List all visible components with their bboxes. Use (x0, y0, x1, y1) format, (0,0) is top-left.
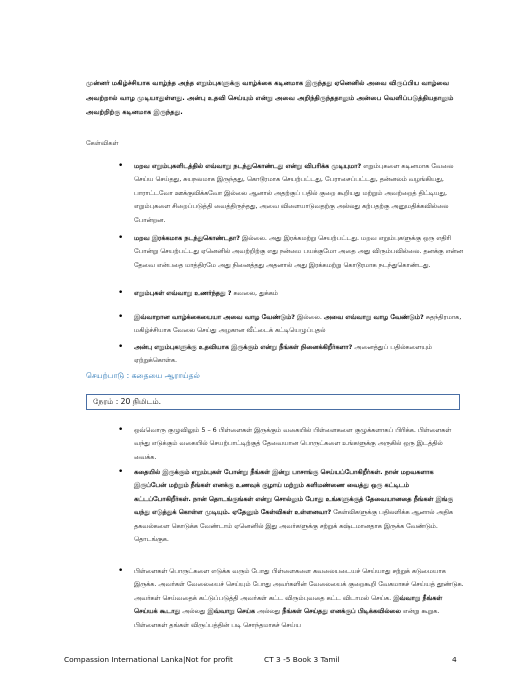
step-3-bold-2: இவ்வாறு செய்க (207, 607, 255, 616)
bullet-icon: • (118, 566, 124, 576)
bullet-icon: • (118, 161, 124, 171)
step-3-bold-3: நீங்கள் செய்தது எனக்குப் பிடிக்கவில்லை (282, 607, 401, 616)
step-3-text: பிள்ளைகள் பொருட்களை எடுக்க வரும் போது பிள்ளைகளை கவலையடையச் செய்யாது சற்றுக் கடுமையாக இருக்க. அவர்கள் வேலையைச் செய்யும் போது அவர்களின் வேலையைக் குறைகூறி வேகமாகச் செய்யத் தூண்டுக. அவர்கள் செய்வதைக் கட்டுப்படுத்தி அவர்கள் கட்ட விரும்புவதை கட்ட விடாமல் செய்க. (134, 567, 464, 602)
step-2 (134, 466, 466, 546)
question-4-bold-2: அவை எவ்வாறு வாழ வேண்டும்? (323, 313, 424, 321)
question-3-answer: கவலை, துக்கம் (231, 289, 278, 297)
bullet-icon: • (118, 342, 124, 352)
question-1-bold: மறவ எறும்புகளிடத்தில் எவ்வாறு நடந்துகொண்டது என்று விபரிக்க முடியுமா? (134, 162, 362, 170)
question-5 (134, 341, 466, 368)
step-3-text-4: என்று கூறுக. பிள்ளைகள் தங்கள் விருப்பத்தின் படி சொந்தமாகச் செய்ய (134, 607, 440, 629)
step-2-bold: கதையில் இருக்கும் எறும்புகள் போன்று நீங்கள் இன்று பாசாங்கு செய்யப்போகிறீர்கள். நான் மறவகளாக இருப்பேன் மற்றும் நீங்கள் எனக்கு உணவுக் குழாய் மற்றும் களிமண்ணை வைத்து ஒரு கட்டிடம் கட்டப்போகிறீர்கள். நான் தொடங்குங்கள் என்று சொல்லும் போது உங்களுக்குத் தேவையானதை நீங்கள் இங்கு வந்து எடுத்துக் கொள்ள முடியும். ஏதேனும் கேள்விகள் உள்ளனவா? (134, 468, 454, 517)
question-2-bold: மறவ இரக்கமாக நடந்துகொண்டதா? (134, 234, 240, 242)
footer-organization: Compassion International Lanka|Not for profit (64, 655, 233, 664)
footer-book: CT 3 -5 Book 3 Tamil (264, 655, 340, 664)
question-4 (134, 311, 466, 338)
step-2-text: கேள்விகளுக்கு பதிலளிக்க ஆனால் அதிக தகவல்களை கொடுக்க வேண்டாம் ஏனெனில் இது அவர்களுக்கு சற்றுக் கஷ்டமானதாக இருக்க வேண்டும். தொடங்குக. (134, 508, 453, 544)
bullet-icon: • (118, 288, 124, 298)
intro-paragraph: முன்னர் மகிழ்ச்சியாக வாழ்ந்த அந்த எறும்புகளுக்கு வாழ்க்கை கடினமாக இருந்தது ஏனெனில் அவை விருப்பிய வாழ்வை அவற்றால் வாழ முடியாதுள்ளது. அன்பு உதவி செய்யும் என்று அவை அறிந்திருந்ததாலும் அன்பை வெளிப்படுத்தியதாலும் அவற்றிற்கு கடினமாக இருந்தது. (86, 79, 454, 116)
step-1-text: ஒவ்வொரு குழுவிலும் 5 – 6 பிள்ளைகள் இருக்கும் வகையில் பிள்ளைகளை குழுக்களாகப் பிரிக்க. பிள்ளைகள் வந்து எடுக்கும் வகையில் செயற்பாட்டிற்குத் தேவையான பொருட்களை உங்களுக்கு அருகில் ஒரு இடத்தில் வைக்க. (134, 426, 452, 461)
footer-page-number: 4 (452, 655, 457, 664)
time-box: நேரம் : 20 நிமிடம். (86, 394, 460, 410)
question-5-bold: அன்பு எறும்புகளுக்கு உதவியாக இருக்கும் என்று நீங்கள் நினைக்கிறீர்களா? (134, 343, 353, 351)
step-3-bold: இவ்வாறு நீங்கள் செய்யக் கூடாது (134, 593, 443, 616)
step-1 (134, 424, 466, 464)
step-3-text-2: அல்லது (180, 607, 208, 616)
question-2 (134, 232, 466, 272)
question-3-bold: எறும்புகள் எவ்வாறு உணர்ந்தது ? (134, 289, 232, 297)
question-5-answer: அனைத்துப் பதில்களையும் ஏற்றுக்கொள்க. (134, 343, 433, 365)
bullet-icon: • (118, 425, 124, 435)
question-2-answer: இல்லை. அது இரக்கமற்று செயற்பட்டது. மறவ எறும்புகளுக்கு ஒரு எதிரி போன்று செயற்பட்டது ஏனெனில் அவற்றிற்கு எது நன்மை பயக்குமோ அதை அது விரும்பவில்லை. தனக்கு என்ன தேவை என்பதை மாத்திரமே அது நினைத்தது அதனால் அது இரக்கமற்று கொடூரமாக நடந்துகொண்டது. (134, 234, 463, 269)
bullet-icon: • (118, 312, 124, 322)
activity-title: செயற்பாடு : கதையை ஆராய்தல் (86, 371, 200, 380)
bullet-icon: • (118, 233, 124, 243)
questions-heading: கேள்விகள் (86, 139, 119, 147)
bullet-icon: • (118, 467, 124, 477)
question-3 (134, 287, 466, 300)
step-3-text-3: அல்லது (254, 607, 283, 616)
question-1-answer: எறும்புகளை கடினமாக வேலை செய்ய செய்தது, சுயநலமாக இருந்தது, கொடூரமாக செயற்பட்டது, பேராசைப்பட்டது, தன்னலம் வழங்கியது, பாராட்டவோ ஊக்குவிக்கவோ இல்லை ஆனால் அதற்குப் பதில் குறை கூறியது மற்றும் அவற்றைத் திட்டியது, எறும்புகளை சிறைப்படுத்தி வைத்திருந்தது, அவை விளையாடுவதற்கு அல்லது கற்பதற்கு அனுமதிக்கவில்லை போன்றன. (134, 162, 454, 224)
step-3 (134, 565, 466, 632)
question-4-bold: இவ்வாறான வாழ்க்கையையா அவை வாழ வேண்டும்? (134, 313, 295, 321)
question-4-answer: இல்லை. (294, 313, 324, 321)
question-1 (134, 160, 466, 227)
question-4-answer-2: சுதந்திரமாக, மகிழ்ச்சியாக வேலை செய்து அழகான வீட்டைக் கட்டியெழுப்புதல் (134, 313, 462, 335)
